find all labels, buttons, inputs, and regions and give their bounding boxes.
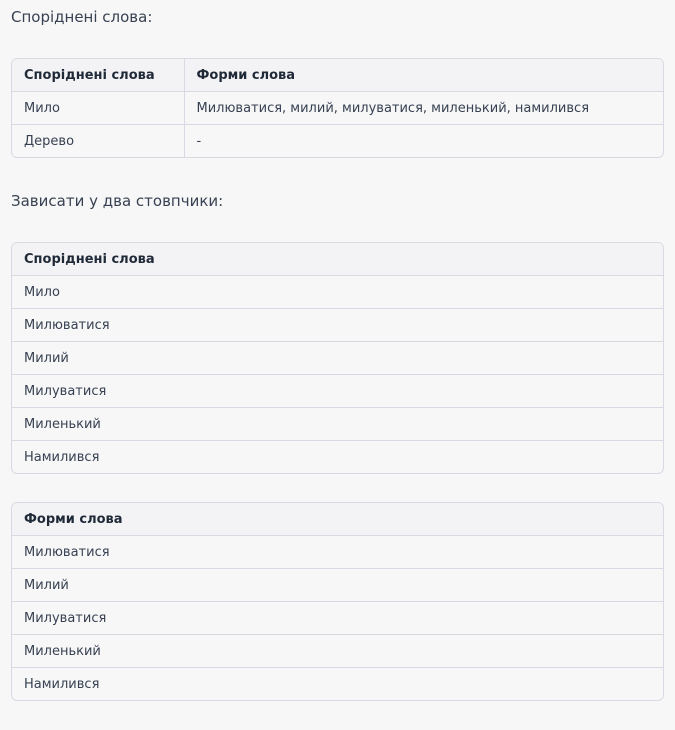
column-header-related: Споріднені слова <box>12 243 663 276</box>
table-row <box>12 342 663 375</box>
table-header-row <box>12 243 663 276</box>
table-row <box>12 569 663 602</box>
table-row <box>12 408 663 441</box>
table-cell: Миленький <box>12 408 663 441</box>
table-cell: Милюватися <box>12 309 663 342</box>
table-cell: Милюватися <box>12 536 663 569</box>
table-cell: Милуватися <box>12 375 663 408</box>
table-row <box>12 441 663 474</box>
table-row <box>12 125 663 158</box>
table-row <box>12 668 663 701</box>
table-row <box>12 375 663 408</box>
table-row <box>12 92 663 125</box>
table-row <box>12 635 663 668</box>
table-row <box>12 276 663 309</box>
column-header-related: Споріднені слова <box>12 59 184 92</box>
related-words-column-table <box>11 242 664 474</box>
table-row <box>12 602 663 635</box>
table-cell: Намилився <box>24 676 100 692</box>
table-cell: Мило <box>12 92 184 125</box>
word-forms-column-table <box>11 502 664 701</box>
table-cell: Миленький <box>12 635 663 668</box>
column-header-forms: Форми слова <box>12 503 663 536</box>
intro-text: Споріднені слова: <box>11 8 153 26</box>
table-cell: Милюватися, милий, милуватися, миленький, намилився <box>184 92 663 125</box>
table-cell: - <box>184 125 663 158</box>
table-cell: Намилився <box>24 449 100 465</box>
table-header-row <box>12 503 663 536</box>
related-words-table <box>11 58 664 158</box>
table-header-row <box>12 59 663 92</box>
table-cell: Мило <box>12 276 663 309</box>
split-columns-text: Зависати у два стовпчики: <box>11 192 224 210</box>
table-cell: Дерево <box>24 133 75 149</box>
table-cell: Милий <box>12 569 663 602</box>
table-row <box>12 536 663 569</box>
column-header-forms: Форми слова <box>184 59 663 92</box>
table-row <box>12 309 663 342</box>
table-cell: Милий <box>12 342 663 375</box>
table-cell: Милуватися <box>12 602 663 635</box>
